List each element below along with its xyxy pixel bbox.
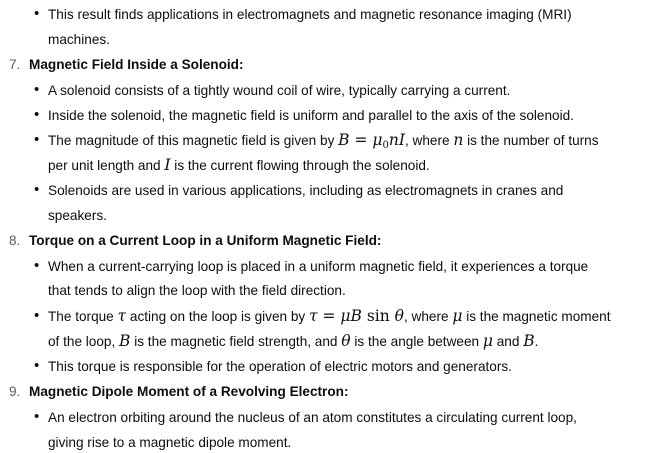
math-symbol: n <box>453 131 464 149</box>
math-subscript: 0 <box>382 140 389 151</box>
section-heading: Magnetic Field Inside a Solenoid: <box>29 57 244 72</box>
text-span: is the number of turns <box>463 133 599 148</box>
text-span: of the loop, <box>48 334 120 349</box>
text-span: The torque <box>48 309 118 324</box>
bullet-dot: • <box>34 106 40 123</box>
bullet-dot: • <box>34 357 40 374</box>
bullet-dot: • <box>34 81 40 98</box>
bullet-text: giving rise to a magnetic dipole moment. <box>48 435 292 450</box>
bullet-text: When a current-carrying loop is placed in a uniform magnetic field, it experiences a torque <box>48 259 589 274</box>
text-span: is the angle between <box>350 334 483 349</box>
math-symbol: B <box>338 131 350 149</box>
math-symbol: τ <box>309 307 318 325</box>
math-symbol: = <box>317 307 341 325</box>
section-number: 7. <box>9 57 21 72</box>
text-span: , where <box>404 133 454 148</box>
bullet-dot: • <box>34 408 40 425</box>
bullet-text: Solenoids are used in various applications, including as electromagnets in cranes and <box>48 183 564 198</box>
bullet-text: that tends to align the loop with the field direction. <box>48 283 346 298</box>
section-heading: Torque on a Current Loop in a Uniform Magnetic Field: <box>29 233 382 248</box>
math-symbol: B <box>523 332 535 350</box>
math-symbol: B <box>119 332 131 350</box>
bullet-dot: • <box>34 181 40 198</box>
bullet-dot: • <box>34 307 40 324</box>
text-span: is the magnetic field strength, and <box>130 334 342 349</box>
math-symbol: μ <box>372 131 383 149</box>
text-span: is the current flowing through the solenoid. <box>170 158 430 173</box>
bullet-text: This torque is responsible for the operation of electric motors and generators. <box>48 359 512 374</box>
math-symbol: sin <box>361 307 395 325</box>
bullet-text <box>48 306 611 327</box>
math-symbol: θ <box>341 332 351 350</box>
bullet-dot: • <box>34 131 40 148</box>
math-symbol: = <box>349 131 373 149</box>
math-symbol: τ <box>117 307 127 325</box>
section-number: 8. <box>9 233 21 248</box>
bullet-text <box>48 331 538 352</box>
bullet-text: This result finds applications in electromagnets and magnetic resonance imaging (MRI) <box>48 7 572 22</box>
bullet-text: machines. <box>48 32 110 47</box>
section-heading: Magnetic Dipole Moment of a Revolving Electron: <box>29 384 349 399</box>
math-symbol: θ <box>394 307 404 325</box>
bullet-text: speakers. <box>48 208 107 223</box>
math-symbol: nI <box>388 131 405 149</box>
bullet-text <box>48 155 430 176</box>
section-number: 9. <box>9 384 21 399</box>
math-symbol: μB <box>340 307 362 325</box>
bullet-text: A solenoid consists of a tightly wound coil of wire, typically carrying a current. <box>48 83 511 98</box>
text-span: acting on the loop is given by <box>126 309 309 324</box>
math-symbol: μ <box>482 332 493 350</box>
bullet-dot: • <box>34 257 40 274</box>
text-span: . <box>534 334 539 349</box>
text-span: The magnitude of this magnetic field is given by <box>48 133 339 148</box>
math-symbol: I <box>164 156 171 174</box>
bullet-dot: • <box>34 5 40 22</box>
text-span: is the magnetic moment <box>462 309 611 324</box>
text-span: per unit length and <box>48 158 165 173</box>
bullet-text <box>48 130 599 156</box>
math-symbol: μ <box>452 307 463 325</box>
text-span: , where <box>403 309 453 324</box>
bullet-text: An electron orbiting around the nucleus of an atom constitutes a circulating current loop, <box>48 410 577 425</box>
text-span: and <box>492 334 524 349</box>
bullet-text: Inside the solenoid, the magnetic field is uniform and parallel to the axis of the solenoid. <box>48 108 574 123</box>
